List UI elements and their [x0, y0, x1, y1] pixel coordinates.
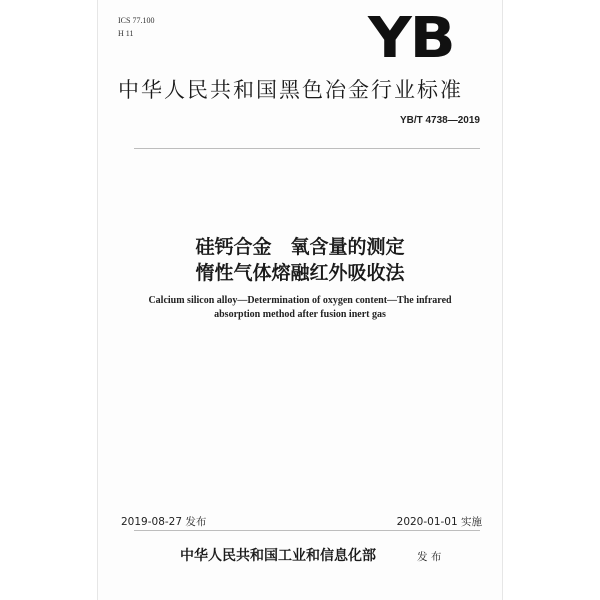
issue-date: 2019-08-27 发布 — [121, 516, 207, 528]
standard-category-name: 中华人民共和国黑色冶金行业标准 — [118, 78, 463, 102]
publisher-name: 中华人民共和国工业和信息化部 — [180, 548, 376, 564]
title-english-line-1: Calcium silicon alloy—Determination of oxygen content—The infrared — [148, 295, 452, 306]
title-chinese-line-1: 硅钙合金 氧含量的测定 — [195, 236, 405, 258]
implementation-date: 2020-01-01 实施 — [396, 516, 482, 528]
divider-top — [134, 148, 480, 149]
publish-label: 发 布 — [417, 551, 442, 563]
ccs-code: H 11 — [118, 29, 134, 38]
title-english-line-2: absorption method after fusion inert gas — [214, 309, 386, 320]
standard-number: YB/T 4738—2019 — [399, 115, 480, 126]
ics-code: ICS 77.100 — [118, 16, 155, 25]
yb-logo: YB — [368, 6, 454, 71]
divider-bottom — [134, 530, 480, 531]
title-chinese-line-2: 惰性气体熔融红外吸收法 — [195, 262, 405, 284]
